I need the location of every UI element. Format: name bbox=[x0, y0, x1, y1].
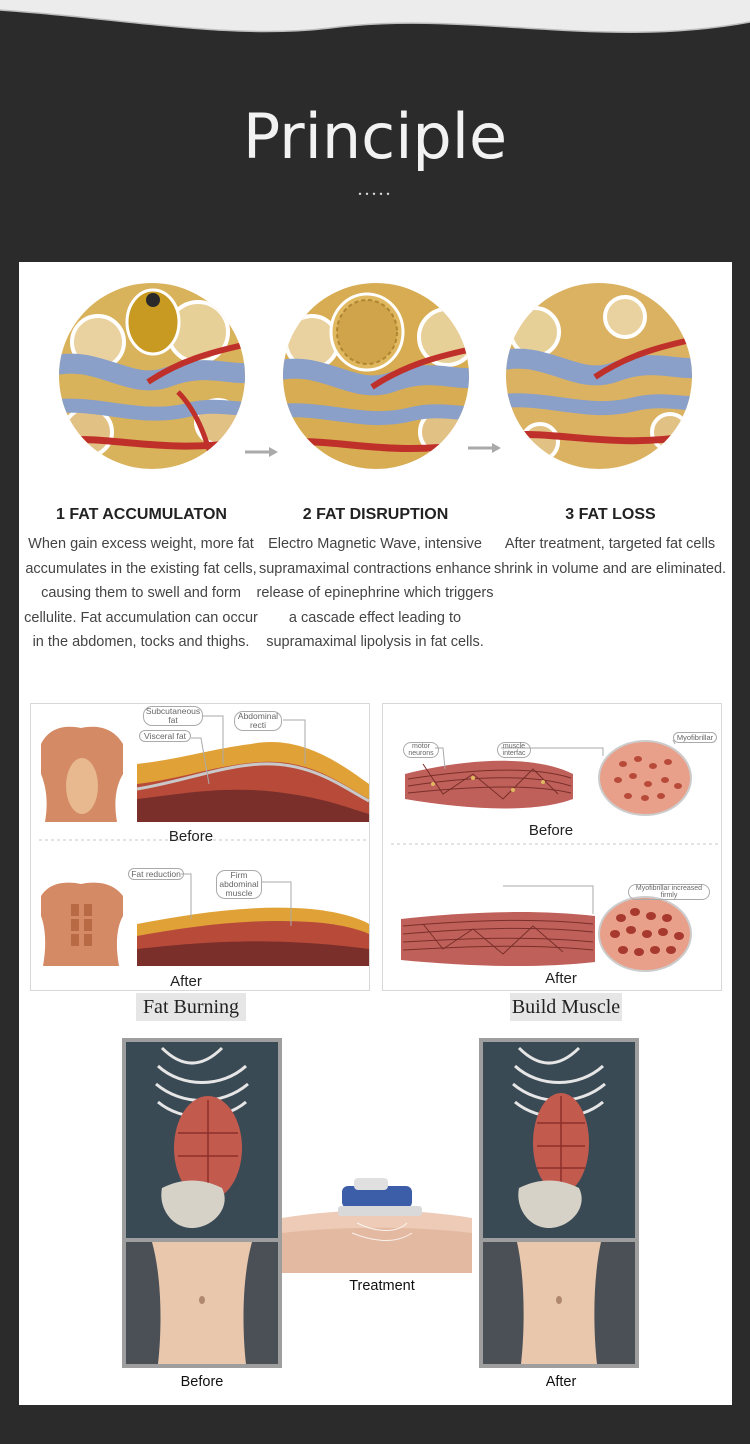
muscle-before-caption: Before bbox=[528, 822, 574, 839]
stage-2-description: Electro Magnetic Wave, intensive supramaximal contractions enhance release of epinephrine which triggers a cascade effect leading to supramaximal lipolysis in fat cells. bbox=[256, 536, 494, 650]
label-myofibrillar-increased: Myofibrillar increased firmly bbox=[628, 884, 710, 900]
label-abdominal-recti: Abdominal recti bbox=[234, 711, 282, 731]
fat-burning-drawing bbox=[31, 704, 369, 990]
fat-loss-illustration bbox=[505, 282, 693, 470]
page-title: Principle bbox=[242, 100, 508, 173]
after-body-illustration bbox=[479, 1038, 639, 1368]
arrow-right-icon bbox=[468, 442, 502, 454]
build-muscle-diagram bbox=[382, 703, 722, 991]
label-fat-reduction: Fat reduction bbox=[128, 868, 184, 880]
fat-burning-diagram bbox=[30, 703, 370, 991]
label-motor-neurons: motor neurons bbox=[403, 742, 439, 758]
after-photo-caption: After bbox=[545, 1374, 577, 1390]
fat-burning-label: Fat Burning bbox=[136, 993, 246, 1021]
stage-2-title: 2 FAT DISRUPTION bbox=[302, 506, 449, 523]
title-divider-dots: ..... bbox=[357, 178, 393, 200]
treatment-illustration bbox=[282, 1178, 472, 1278]
label-myofibrillar: Myofibrillar bbox=[673, 732, 717, 743]
top-wave-decoration bbox=[0, 0, 750, 50]
stage-3-title: 3 FAT LOSS bbox=[565, 506, 656, 523]
content-panel bbox=[19, 262, 732, 1405]
treatment-caption: Treatment bbox=[349, 1278, 415, 1294]
fat-after-caption: After bbox=[170, 973, 202, 990]
build-muscle-label: Build Muscle bbox=[510, 993, 622, 1021]
before-photo-caption: Before bbox=[180, 1374, 224, 1390]
before-body-illustration bbox=[122, 1038, 282, 1368]
label-subcutaneous-fat: Subcutaneous fat bbox=[143, 706, 203, 726]
label-muscle-interface: muscle interfac bbox=[497, 742, 531, 758]
fat-before-caption: Before bbox=[168, 828, 214, 845]
label-visceral-fat: Visceral fat bbox=[139, 730, 191, 742]
fat-accumulation-illustration bbox=[58, 282, 246, 470]
muscle-after-caption: After bbox=[545, 970, 577, 987]
stage-1-title: 1 FAT ACCUMULATON bbox=[56, 506, 227, 523]
stage-3-description: After treatment, targeted fat cells shrink in volume and are eliminated. bbox=[493, 536, 727, 577]
label-firm-abdominal-muscle: Firm abdominal muscle bbox=[216, 870, 262, 899]
arrow-right-icon bbox=[245, 446, 279, 458]
fat-disruption-illustration bbox=[282, 282, 470, 470]
stage-1-description: When gain excess weight, more fat accumulates in the existing fat cells, causing them to swell and form cellulite. Fat accumulation can occur in the abdomen, tocks and thighs. bbox=[24, 536, 258, 650]
